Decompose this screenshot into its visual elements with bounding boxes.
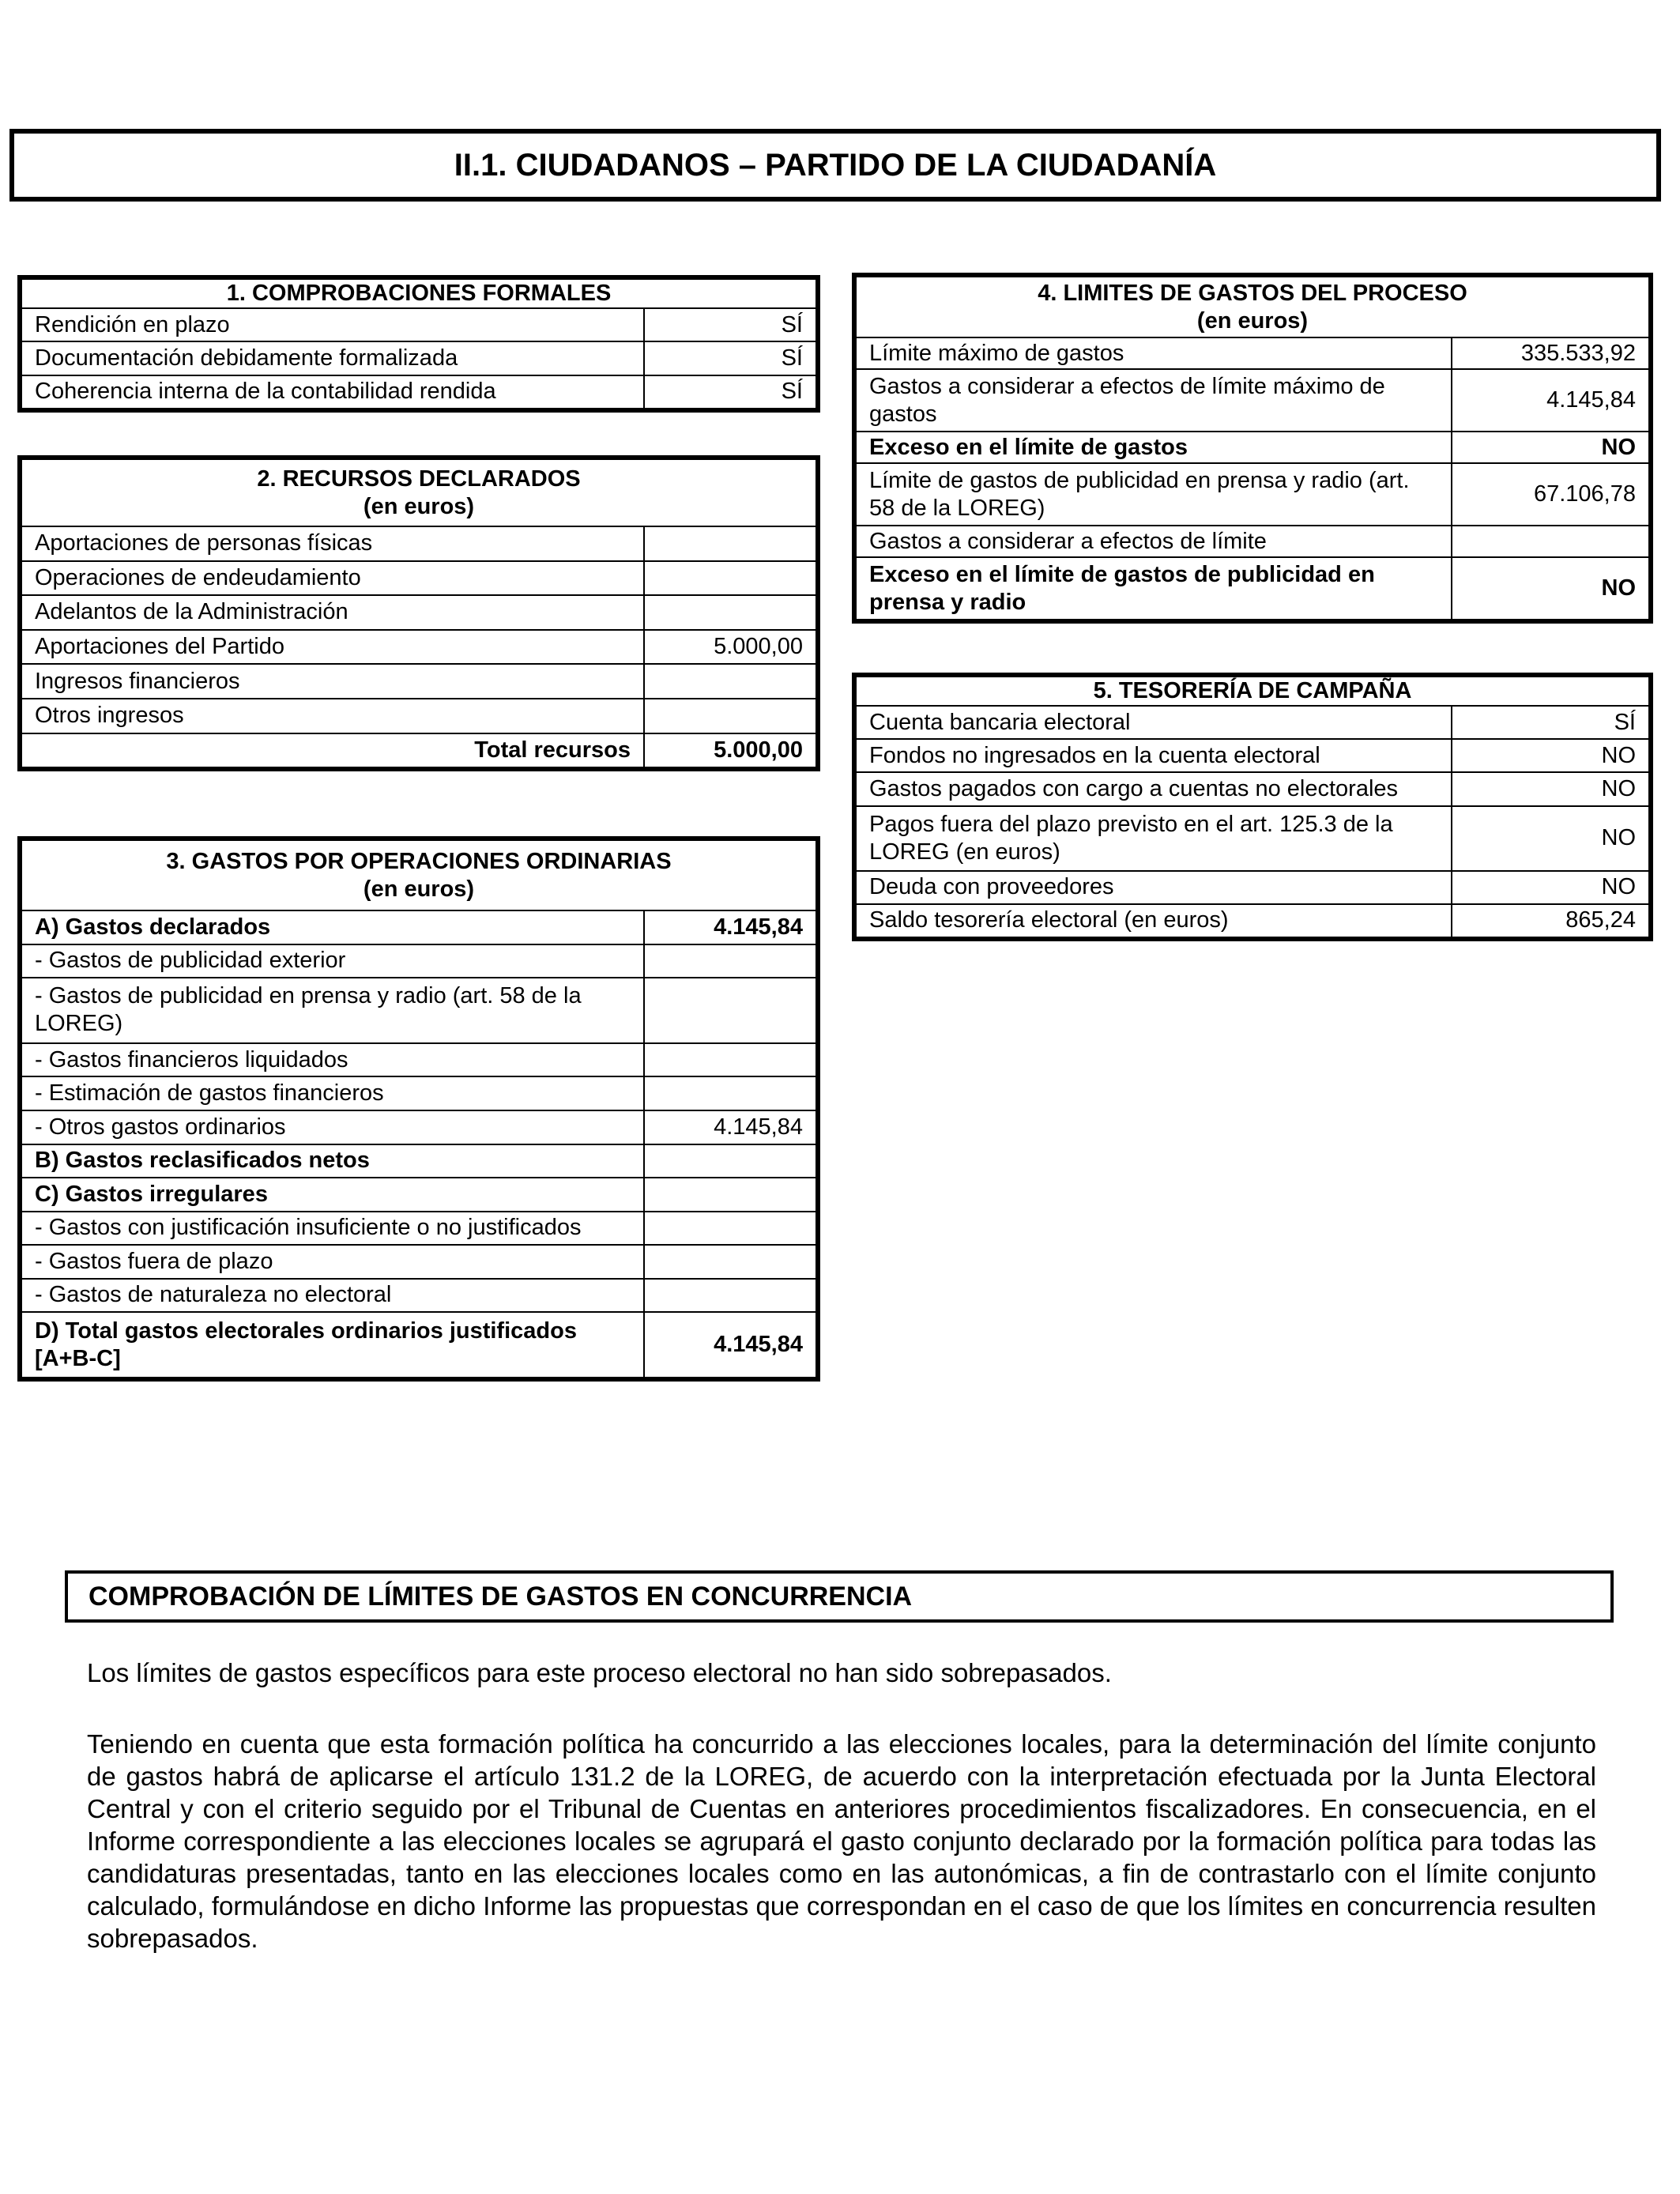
row-value (644, 1245, 816, 1279)
row-label: B) Gastos reclasificados netos (22, 1144, 644, 1178)
row-value: 335.533,92 (1452, 337, 1648, 369)
table-header (22, 841, 816, 910)
row-value (644, 1076, 816, 1110)
expense-limits-table (852, 273, 1653, 624)
row-label: Deuda con proveedores (857, 871, 1452, 904)
row-value (644, 1212, 816, 1246)
row-value (644, 944, 816, 978)
row-label: Límite de gastos de publicidad en prensa y radio (art. 58 de la LOREG) (857, 463, 1452, 526)
row-label: Adelantos de la Administración (22, 595, 644, 630)
campaign-treasury-table (852, 673, 1653, 941)
row-value: SÍ (644, 308, 816, 341)
row-label: - Gastos de naturaleza no electoral (22, 1279, 644, 1313)
row-label: - Gastos fuera de plazo (22, 1245, 644, 1279)
header-subtitle: (en euros) (363, 876, 475, 902)
row-value: SÍ (644, 375, 816, 408)
row-label: A) Gastos declarados (22, 910, 644, 944)
row-value (644, 699, 816, 733)
header-title: 2. RECURSOS DECLARADOS (257, 466, 581, 492)
row-label: Documentación debidamente formalizada (22, 341, 644, 375)
row-value: 4.145,84 (644, 1312, 816, 1377)
header-subtitle: (en euros) (363, 493, 475, 519)
section-heading: COMPROBACIÓN DE LÍMITES DE GASTOS EN CONCURRENCIA (65, 1570, 1614, 1623)
row-value: NO (1452, 557, 1648, 619)
declared-resources-table (17, 455, 820, 771)
row-value: NO (1452, 806, 1648, 871)
row-label: Cuenta bancaria electoral (857, 706, 1452, 739)
formal-checks-table (17, 275, 820, 413)
row-value (644, 1144, 816, 1178)
row-label: Gastos pagados con cargo a cuentas no electorales (857, 772, 1452, 805)
row-value (644, 1279, 816, 1313)
row-label: Otros ingresos (22, 699, 644, 733)
row-label: - Otros gastos ordinarios (22, 1110, 644, 1144)
row-value (644, 526, 816, 561)
row-label: Fondos no ingresados en la cuenta electoral (857, 739, 1452, 772)
total-value: 5.000,00 (644, 733, 816, 767)
row-value: NO (1452, 871, 1648, 904)
row-label: Exceso en el límite de gastos (857, 432, 1452, 463)
row-label: D) Total gastos electorales ordinarios justificados [A+B-C] (22, 1312, 644, 1377)
row-label: Exceso en el límite de gastos de publicidad en prensa y radio (857, 557, 1452, 619)
row-label: - Gastos con justificación insuficiente o no justificados (22, 1212, 644, 1246)
row-label: - Gastos financieros liquidados (22, 1043, 644, 1077)
row-label: Gastos a considerar a efectos de límite (857, 526, 1452, 557)
ordinary-expenses-table (17, 836, 820, 1382)
row-label: Aportaciones de personas físicas (22, 526, 644, 561)
row-value: NO (1452, 772, 1648, 805)
row-value: 67.106,78 (1452, 463, 1648, 526)
page-title: II.1. CIUDADANOS – PARTIDO DE LA CIUDADANÍA (9, 129, 1661, 202)
row-value: 5.000,00 (644, 630, 816, 665)
row-value (1452, 526, 1648, 557)
row-value: 4.145,84 (644, 1110, 816, 1144)
row-value (644, 664, 816, 699)
row-value (644, 1178, 816, 1212)
row-label: Pagos fuera del plazo previsto en el art. 125.3 de la LOREG (en euros) (857, 806, 1452, 871)
table-header: 1. COMPROBACIONES FORMALES (22, 280, 816, 308)
table-header (857, 277, 1648, 337)
row-value: NO (1452, 432, 1648, 463)
row-value: 4.145,84 (644, 910, 816, 944)
row-value (644, 978, 816, 1043)
row-label: Coherencia interna de la contabilidad rendida (22, 375, 644, 408)
row-label: Límite máximo de gastos (857, 337, 1452, 369)
row-value: 4.145,84 (1452, 369, 1648, 432)
row-label: - Estimación de gastos financieros (22, 1076, 644, 1110)
row-value: SÍ (1452, 706, 1648, 739)
table-header: 5. TESORERÍA DE CAMPAÑA (857, 677, 1648, 706)
row-value: NO (1452, 739, 1648, 772)
total-label: Total recursos (22, 733, 644, 767)
header-subtitle: (en euros) (1196, 307, 1309, 334)
row-label: Gastos a considerar a efectos de límite máximo de gastos (857, 369, 1452, 432)
paragraph: Teniendo en cuenta que esta formación política ha concurrido a las elecciones locales, para la determinación del límite conjunto de gastos habrá de aplicarse el artículo 131.2 de la LOREG, de acuerdo con la interpretación efectuada por la Junta Electoral Central y con el criterio seguido por el Tribunal de Cuentas en anteriores procedimientos fiscalizadores. En consecuencia, en el Informe correspondiente a las elecciones locales se agrupará el gasto conjunto declarado por la formación política para todas las candidaturas presentadas, tanto en las elecciones locales como en las autonómicas, a fin de contrastarlo con el límite conjunto calculado, formulándose en dicho Informe las propuestas que correspondan en el caso de que los límites en concurrencia resulten sobrepasados. (87, 1729, 1596, 1953)
row-label: Aportaciones del Partido (22, 630, 644, 665)
row-value (644, 1043, 816, 1077)
paragraph: Los límites de gastos específicos para este proceso electoral no han sido sobrepasados. (87, 1658, 1112, 1687)
row-label: Operaciones de endeudamiento (22, 561, 644, 596)
row-value (644, 595, 816, 630)
row-value (644, 561, 816, 596)
row-label: Rendición en plazo (22, 308, 644, 341)
row-label: Saldo tesorería electoral (en euros) (857, 904, 1452, 937)
row-label: - Gastos de publicidad en prensa y radio (art. 58 de la LOREG) (22, 978, 644, 1043)
table-header (22, 460, 816, 526)
row-label: - Gastos de publicidad exterior (22, 944, 644, 978)
header-title: 4. LIMITES DE GASTOS DEL PROCESO (1038, 280, 1467, 306)
row-value: SÍ (644, 341, 816, 375)
header-title: 3. GASTOS POR OPERACIONES ORDINARIAS (166, 848, 672, 874)
row-label: C) Gastos irregulares (22, 1178, 644, 1212)
row-value: 865,24 (1452, 904, 1648, 937)
row-label: Ingresos financieros (22, 664, 644, 699)
